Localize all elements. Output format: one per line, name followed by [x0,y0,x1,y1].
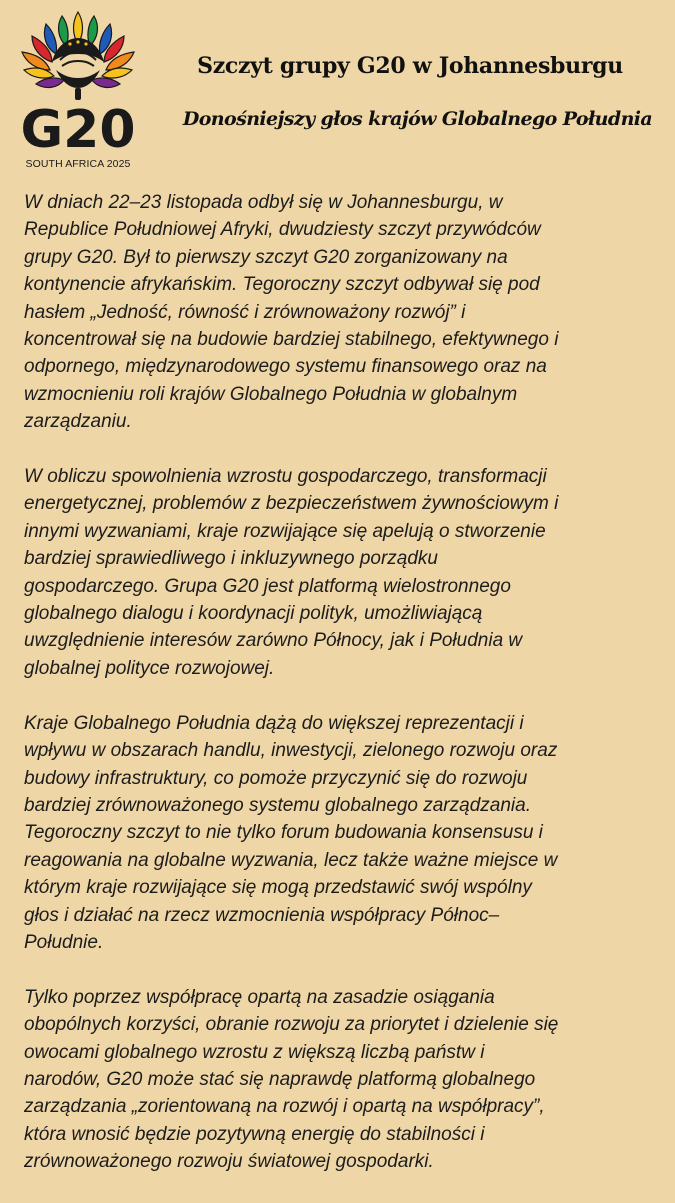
logo-g20-text: G20 [20,100,136,160]
article-paragraph-4: Tylko poprzez współpracę opartą na zasadzie osiągania obopólnych korzyści, obranie rozwoju za priorytet i dzielenie się owocami globalnego wzrostu z większą liczbą państw i narodów, G20 może stać się naprawdę platformą globalnego zarządzania „zorientowaną na rozwój i opartą na współpracy”, która wnosić będzie pozytywną energię do stabilności i zrównoważonego rozwoju światowej gospodarki. [24,986,559,1173]
protea-flower-emblem [12,4,144,104]
page-subtitle: Donośniejszy głos krajów Globalnego Południa [182,108,653,130]
logo-subtitle: SOUTH AFRICA 2025 [25,158,131,170]
article-paragraph-1: W dniach 22–23 listopada odbył się w Johannesburgu, w Republice Południowej Afryki, dwudziesty szczyt przywódców grupy G20. Był to pierwszy szczyt G20 zorganizowany na kontynencie afrykańskim. Tegoroczny szczyt odbywał się pod hasłem „Jedność, równość i zrównoważony rozwój” i koncentrował się na budowie bardziej stabilnego, efektywnego i odpornego, międzynarodowego systemu finansowego oraz na wzmocnieniu roli krajów Globalnego Południa w globalnym zarządzaniu. [24,192,559,433]
flower-base [56,70,100,88]
g20-logo [12,4,144,174]
article-body [24,189,664,1203]
petal-12 [36,78,64,88]
article-paragraph-3: Kraje Globalnego Południa dążą do większej reprezentacji i wpływu w obszarach handlu, inwestycji, zielonego rozwoju oraz budowy infrastruktury, co pomoże przyczynić się do rozwoju bardziej zrównoważonego systemu globalnego zarządzania. Tegoroczny szczyt to nie tylko forum budowania konsensusu i reagowania na globalne wyzwania, lecz także ważne miejsce w którym kraje rozwijające się mogą przedstawić swój wspólny głos i działać na rzecz wzmocnienia współpracy Północ– Południe. [24,712,558,953]
article-paragraph-2: W obliczu spowolnienia wzrostu gospodarczego, transformacji energetycznej, problemów z bezpieczeństwem żywnościowym i innymi wyzwaniami, kraje rozwijające się apelują o stworzenie bardziej sprawiedliwego i inkluzywnego porządku gospodarczego. Grupa G20 jest platformą wielostronnego globalnego dialogu i koordynacji polityk, umożliwiającą uwzględnienie interesów zarówno Północy, jak i Południa w globalnej polityce rozwojowej. [24,466,559,679]
flower-stem [75,88,81,100]
petal-13 [92,78,120,88]
page-title: Szczyt grupy G20 w Johannesburgu [197,53,623,79]
